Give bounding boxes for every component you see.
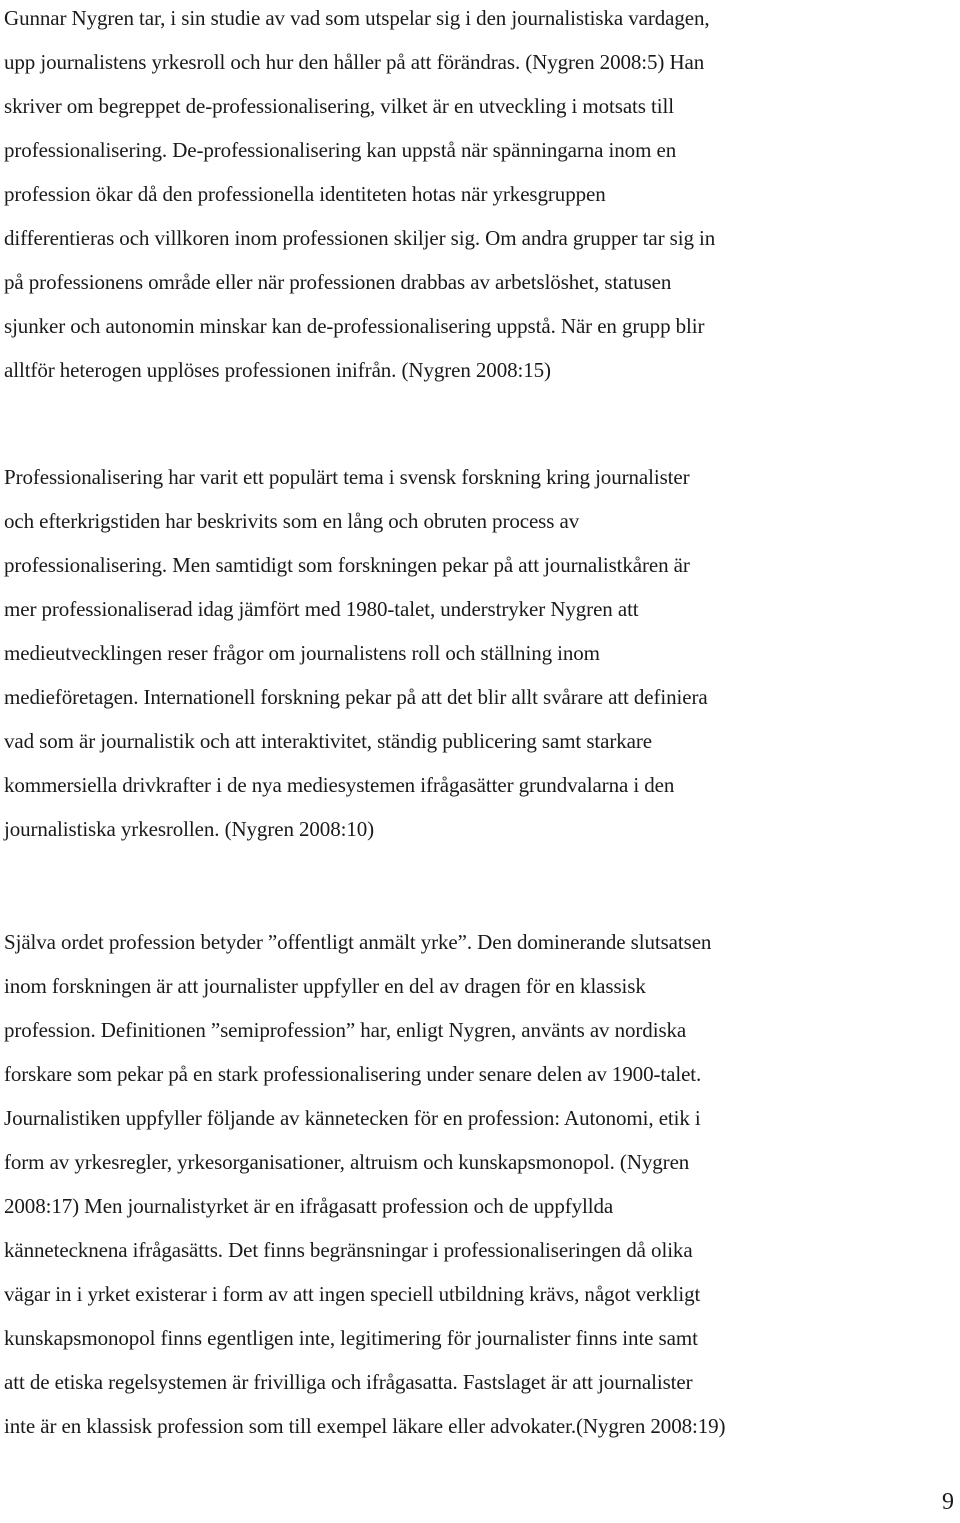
text-line: på professionens område eller när professionen drabbas av arbetslöshet, statusen: [4, 270, 672, 294]
text-line: profession ökar då den professionella identiteten hotas när yrkesgruppen: [4, 182, 606, 206]
text-line: forskare som pekar på en stark professionalisering under senare delen av 1900-talet.: [4, 1062, 702, 1086]
text-line: kommersiella drivkrafter i de nya mediesystemen ifrågasätter grundvalarna i den: [4, 773, 675, 797]
text-line: och efterkrigstiden har beskrivits som en lång och obruten process av: [4, 509, 580, 533]
text-line: Professionalisering har varit ett populärt tema i svensk forskning kring journalister: [4, 465, 690, 489]
text-line: Journalistiken uppfyller följande av kännetecken för en profession: Autonomi, etik i: [4, 1106, 701, 1130]
text-line: mer professionaliserad idag jämfört med 1980-talet, understryker Nygren att: [4, 597, 639, 621]
text-line: kännetecknena ifrågasätts. Det finns begränsningar i professionaliseringen då olika: [4, 1238, 693, 1262]
text-line: medieutvecklingen reser frågor om journalistens roll och ställning inom: [4, 641, 600, 665]
text-line: journalistiska yrkesrollen. (Nygren 2008:10): [4, 817, 375, 841]
text-line: alltför heterogen upplöses professionen inifrån. (Nygren 2008:15): [4, 358, 551, 382]
text-line: 2008:17) Men journalistyrket är en ifrågasatt profession och de uppfyllda: [4, 1194, 614, 1218]
text-line: differentieras och villkoren inom professionen skiljer sig. Om andra grupper tar sig in: [4, 226, 716, 250]
paragraph-profession-definition: [4, 920, 884, 1448]
text-line: inom forskningen är att journalister uppfyller en del av dragen för en klassisk: [4, 974, 646, 998]
text-line: skriver om begreppet de-professionalisering, vilket är en utveckling i motsats till: [4, 94, 674, 118]
text-line: inte är en klassisk profession som till exempel läkare eller advokater.(Nygren 2008:19): [4, 1414, 726, 1438]
text-line: professionalisering. Men samtidigt som forskningen pekar på att journalistkåren är: [4, 553, 690, 577]
text-line: Gunnar Nygren tar, i sin studie av vad som utspelar sig i den journalistiska vardagen,: [4, 6, 710, 30]
text-line: sjunker och autonomin minskar kan de-professionalisering uppstå. När en grupp blir: [4, 314, 705, 338]
text-line: medieföretagen. Internationell forskning pekar på att det blir allt svårare att definiera: [4, 685, 708, 709]
text-line: Själva ordet profession betyder ”offentligt anmält yrke”. Den dominerande slutsatsen: [4, 930, 712, 954]
text-line: form av yrkesregler, yrkesorganisationer, altruism och kunskapsmonopol. (Nygren: [4, 1150, 690, 1174]
text-line: professionalisering. De-professionalisering kan uppstå när spänningarna inom en: [4, 138, 677, 162]
page-number: 9: [942, 1489, 954, 1515]
text-line: att de etiska regelsystemen är frivilliga och ifrågasatta. Fastslaget är att journalister: [4, 1370, 693, 1394]
paragraph-nygren-deprofessionalisering: [4, 0, 884, 392]
text-line: upp journalistens yrkesroll och hur den håller på att förändras. (Nygren 2008:5) Han: [4, 50, 705, 74]
text-line: profession. Definitionen ”semiprofession” har, enligt Nygren, använts av nordiska: [4, 1018, 687, 1042]
text-line: kunskapsmonopol finns egentligen inte, legitimering för journalister finns inte samt: [4, 1326, 698, 1350]
paragraph-professionalisering-forskning: [4, 455, 884, 851]
text-line: vägar in i yrket existerar i form av att ingen speciell utbildning krävs, något verkligt: [4, 1282, 701, 1306]
text-line: vad som är journalistik och att interaktivitet, ständig publicering samt starkare: [4, 729, 652, 753]
